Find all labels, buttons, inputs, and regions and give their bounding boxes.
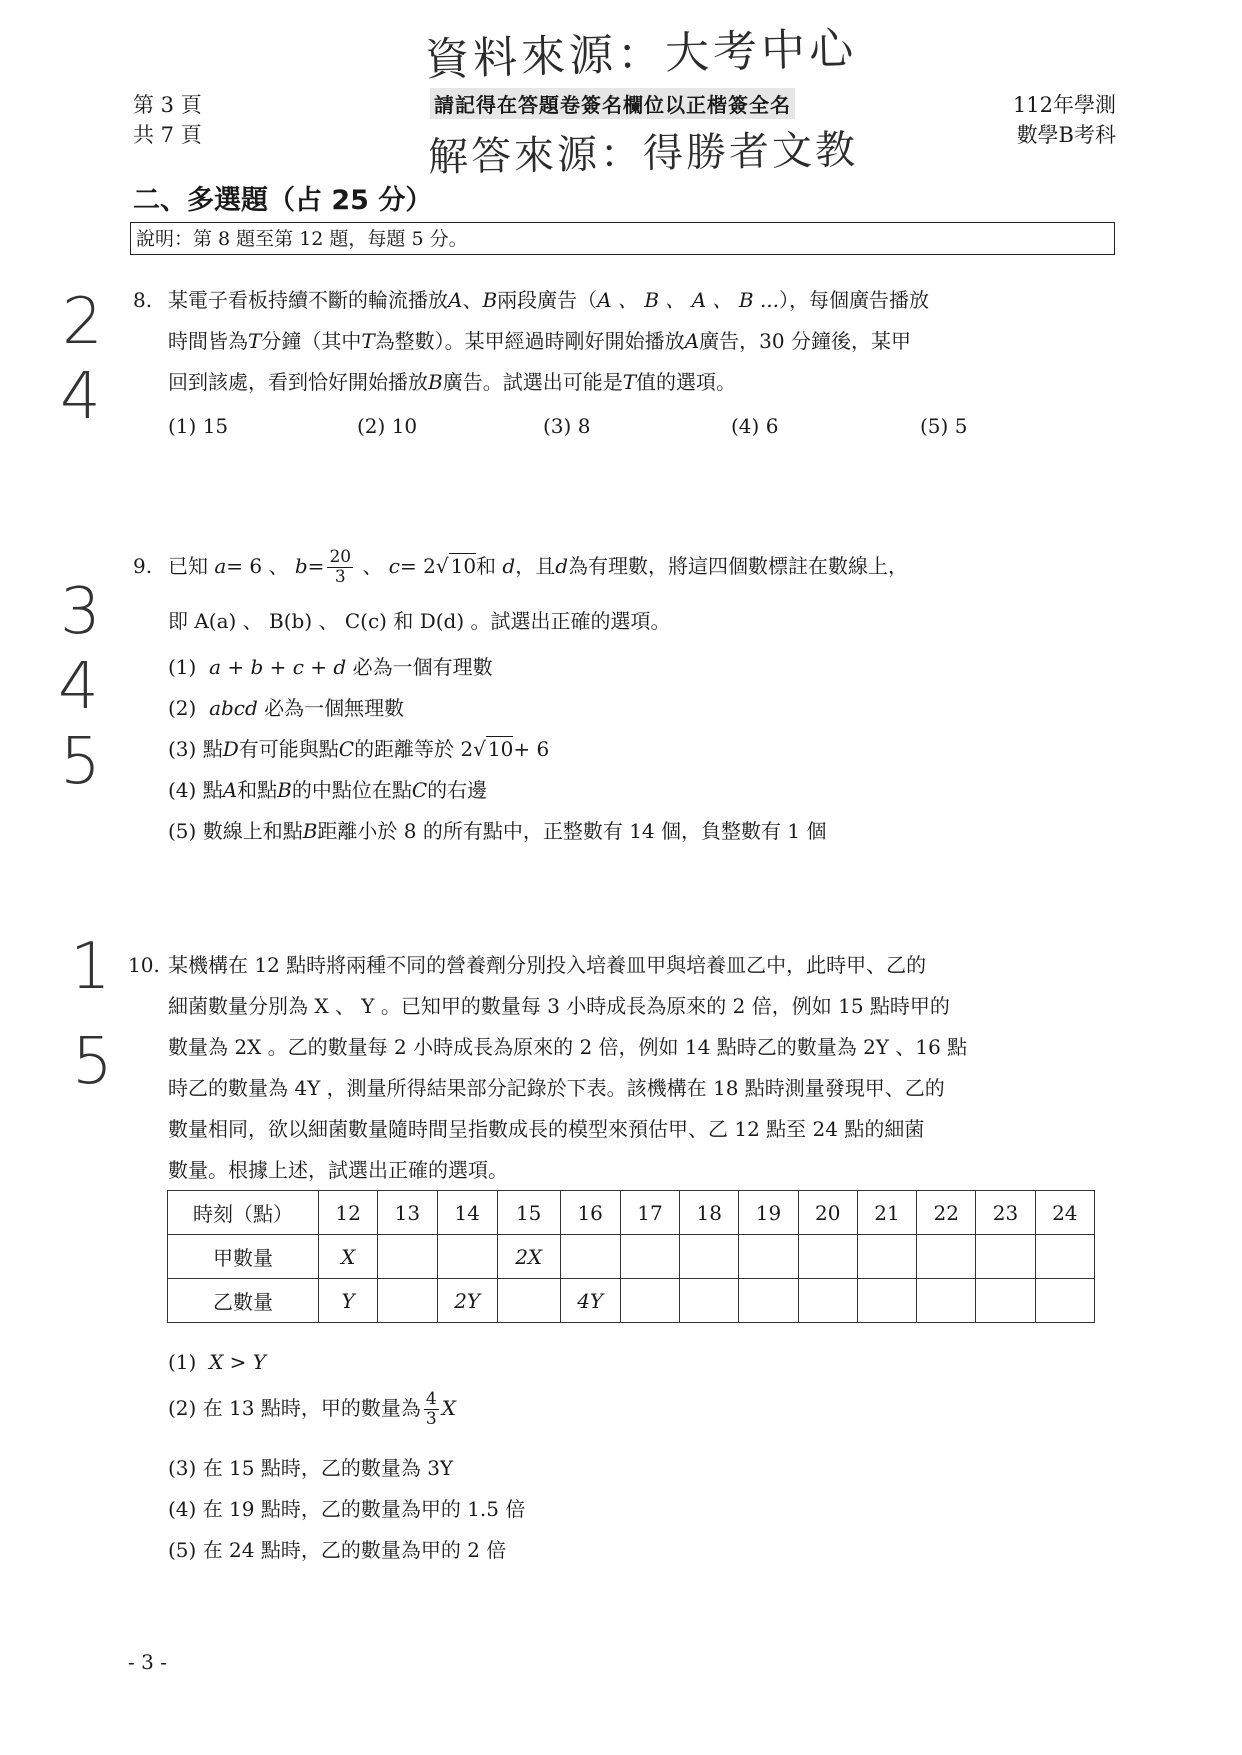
handwritten-answer-q10-2: 5 <box>72 1025 113 1099</box>
q8-var-t: T <box>622 370 637 394</box>
q9-line-2: 即 A(a) 、 B(b) 、 C(c) 和 D(d) 。試選出正確的選項。 <box>168 609 671 633</box>
q9-var-d: d <box>555 554 569 578</box>
q9-equals: = <box>307 554 325 578</box>
q10-line: 數量相同，欲以細菌數量隨時間呈指數成長的模型來預估甲、乙 12 點至 24 點的細菌 <box>168 1117 925 1141</box>
table-hour: 14 <box>437 1191 497 1235</box>
q8-text: 分鐘（其中 <box>261 329 362 353</box>
table-cell <box>857 1235 916 1279</box>
option-number: (1) <box>168 655 197 679</box>
q8-option-4: (4) 6 <box>731 414 779 438</box>
option-var: D <box>222 737 239 761</box>
q10-option-3: (3) 在 15 點時，乙的數量為 3Y <box>168 1456 454 1480</box>
handwritten-answer-source-note: 解答來源：得勝者文教 <box>427 127 859 181</box>
q8-line-2 <box>168 321 1118 362</box>
q9-var-b: b <box>294 554 308 578</box>
table-cell <box>976 1235 1035 1279</box>
table-hour: 17 <box>620 1191 679 1235</box>
q8-var-a: A <box>448 288 463 312</box>
page-indicator <box>133 90 202 150</box>
q8-option-1: (1) 15 <box>168 414 229 438</box>
table-hour: 18 <box>680 1191 739 1235</box>
q8-text: 回到該處，看到恰好開始播放 <box>168 370 428 394</box>
option-text: 在 13 點時，甲的數量為 <box>202 1396 421 1420</box>
option-var: B <box>277 778 292 802</box>
q8-text: 時間皆為 <box>168 329 248 353</box>
table-row <box>168 1191 1095 1235</box>
q8-var-t: T <box>361 329 375 353</box>
q9-a-value: = 6 、 <box>226 554 289 578</box>
q10-option-5: (5) 在 24 點時，乙的數量為甲的 2 倍 <box>168 1538 507 1562</box>
q8-var-b: B <box>428 370 443 394</box>
table-cell <box>798 1235 857 1279</box>
option-text: + 6 <box>513 737 550 761</box>
option-number: (5) <box>168 819 197 843</box>
handwritten-source-note: 資料來源：大考中心 <box>424 23 858 86</box>
q9-text: ，且 <box>515 554 556 578</box>
page-number-line: 第 3 頁 <box>133 93 202 117</box>
q9-option-5 <box>168 811 826 851</box>
table-cell <box>739 1235 798 1279</box>
option-text: 必為一個有理數 <box>352 655 493 679</box>
option-math: a + b + c + d <box>209 655 347 679</box>
q8-option-5: (5) 5 <box>920 414 968 438</box>
table-hour: 16 <box>560 1191 620 1235</box>
sqrt-icon: √ <box>473 737 486 761</box>
option-number: (4) <box>168 778 197 802</box>
q9-option-4 <box>168 770 487 810</box>
q8-text: 某電子看板持續不斷的輪流播放 <box>168 288 448 312</box>
q8-text: 值的選項。 <box>636 370 737 394</box>
q9-var-c: c <box>388 554 400 578</box>
q9-option-1 <box>168 647 493 687</box>
handwritten-answer-q9-2: 4 <box>58 650 99 724</box>
q9-radicand: 10 <box>450 554 477 578</box>
q8-var-b: B <box>482 288 498 312</box>
table-cell: 2Y <box>437 1279 497 1323</box>
q10-option-2 <box>168 1388 456 1429</box>
question-10-text <box>168 945 1123 1191</box>
q9-b-fraction <box>327 548 353 587</box>
page-total-line: 共 7 頁 <box>133 123 202 147</box>
table-cell <box>560 1235 620 1279</box>
q9-var-a: a <box>214 554 227 578</box>
table-cell: 4Y <box>560 1279 620 1323</box>
option-math: abcd <box>209 696 258 720</box>
option-var: B <box>302 819 318 843</box>
option-text: 必為一個無理數 <box>264 696 405 720</box>
option-number: (2) <box>168 1396 197 1420</box>
handwritten-answer-q10-1: 1 <box>70 930 111 1004</box>
option-number: (1) <box>168 1350 197 1374</box>
table-hour: 23 <box>976 1191 1035 1235</box>
q8-line-3 <box>168 362 1118 403</box>
table-cell <box>620 1235 679 1279</box>
bacteria-table <box>167 1190 1095 1323</box>
table-cell <box>739 1279 798 1323</box>
q10-line: 數量。根據上述，試選出正確的選項。 <box>168 1158 508 1182</box>
q10-fraction <box>424 1390 439 1429</box>
table-hour: 13 <box>378 1191 437 1235</box>
q8-text: 廣告。試選出可能是 <box>442 370 623 394</box>
exam-year: 112年學測 <box>1012 93 1116 117</box>
q8-var-a: A <box>684 329 700 353</box>
table-cell <box>378 1235 437 1279</box>
fraction-numerator: 20 <box>329 547 352 567</box>
q9-option-3 <box>168 729 549 769</box>
q8-line-1 <box>168 280 1118 321</box>
instructions-box <box>130 222 1115 255</box>
table-cell <box>620 1279 679 1323</box>
q8-option-3: (3) 8 <box>543 414 591 438</box>
option-text: 的距離等於 2 <box>354 737 474 761</box>
table-cell <box>680 1235 739 1279</box>
table-row-label: 甲數量 <box>168 1235 319 1279</box>
handwritten-answer-q8-1: 2 <box>62 285 103 359</box>
table-cell: Y <box>319 1279 378 1323</box>
fraction-numerator: 4 <box>425 1389 437 1409</box>
table-hour: 21 <box>857 1191 916 1235</box>
table-row <box>168 1279 1095 1323</box>
option-number: (2) <box>168 696 197 720</box>
option-text: 點 <box>202 778 223 802</box>
option-radicand: 10 <box>487 737 514 761</box>
option-number: (3) <box>168 737 197 761</box>
option-text: 有可能與點 <box>238 737 339 761</box>
handwritten-answer-q9-1: 3 <box>60 575 101 649</box>
question-10-number: 10. <box>128 953 160 977</box>
q9-option-2 <box>168 688 404 728</box>
q9-c-value: = 2 <box>400 554 436 578</box>
table-hour: 24 <box>1035 1191 1094 1235</box>
q9-sep: 、 <box>362 554 383 578</box>
table-cell <box>1035 1279 1094 1323</box>
option-math: X > Y <box>209 1350 266 1374</box>
q8-var-t: T <box>248 329 262 353</box>
q8-text: 為整數）。某甲經過時剛好開始播放 <box>374 329 685 353</box>
q9-text: 已知 <box>168 554 208 578</box>
table-cell <box>680 1279 739 1323</box>
question-8-text <box>168 280 1118 403</box>
table-cell: 2X <box>497 1235 560 1279</box>
section-title: 二、多選題（占 25 分） <box>133 185 433 216</box>
q8-text: 兩段廣告（ <box>497 288 598 312</box>
option-text: 點 <box>202 737 223 761</box>
question-8-number: 8. <box>133 288 153 312</box>
table-hour: 19 <box>739 1191 798 1235</box>
sqrt-icon: √ <box>435 554 449 578</box>
instructions-text: 說明：第 8 題至第 12 題，每題 5 分。 <box>136 228 468 250</box>
table-cell <box>917 1279 976 1323</box>
table-row <box>168 1235 1095 1279</box>
option-text: 數線上和點 <box>202 819 303 843</box>
q10-option-4: (4) 在 19 點時，乙的數量為甲的 1.5 倍 <box>168 1497 526 1521</box>
table-cell <box>1035 1235 1094 1279</box>
q9-text: 為有理數，將這四個數標註在數線上， <box>568 554 909 578</box>
option-var: A <box>222 778 238 802</box>
fraction-denominator: 3 <box>334 567 346 587</box>
table-cell <box>798 1279 857 1323</box>
table-cell: X <box>319 1235 378 1279</box>
option-text: 的中點位在點 <box>291 778 412 802</box>
q9-text: 和 <box>476 554 497 578</box>
option-var: X <box>441 1396 456 1420</box>
q8-text: 廣告，30 分鐘後，某甲 <box>699 329 911 353</box>
q9-line-1 <box>168 546 1118 587</box>
q8-sep: 、 <box>462 288 483 312</box>
table-hour: 22 <box>917 1191 976 1235</box>
table-cell <box>378 1279 437 1323</box>
option-var: C <box>411 778 428 802</box>
q10-line: 細菌數量分別為 X 、 Y 。已知甲的數量每 3 小時成長為原來的 2 倍，例如 15 點時甲的 <box>168 994 950 1018</box>
q8-sequence: A 、 B 、 A 、 B ... <box>597 288 780 312</box>
handwritten-answer-q9-3: 5 <box>60 725 101 799</box>
option-var: C <box>338 737 355 761</box>
q10-line: 數量為 2X 。乙的數量每 2 小時成長為原來的 2 倍，例如 14 點時乙的數量為 2Y 、16 點 <box>168 1035 968 1059</box>
table-cell <box>917 1235 976 1279</box>
option-text: 和點 <box>237 778 278 802</box>
table-cell <box>857 1279 916 1323</box>
table-hour: 15 <box>497 1191 560 1235</box>
table-row-label: 乙數量 <box>168 1279 319 1323</box>
q10-line: 某機構在 12 點時將兩種不同的營養劑分別投入培養皿甲與培養皿乙中，此時甲、乙的 <box>168 953 927 977</box>
signature-reminder: 請記得在答題卷簽名欄位以正楷簽全名 <box>430 88 795 119</box>
q8-text: ），每個廣告播放 <box>779 288 930 312</box>
table-header-label: 時刻（點） <box>168 1191 319 1235</box>
table-cell <box>497 1279 560 1323</box>
option-text: 的右邊 <box>427 778 488 802</box>
question-9-number: 9. <box>133 554 153 578</box>
fraction-denominator: 3 <box>425 1409 437 1429</box>
table-cell <box>976 1279 1035 1323</box>
exam-subject: 數學B考科 <box>1016 123 1116 147</box>
q10-line: 時乙的數量為 4Y ，測量所得結果部分記錄於下表。該機構在 18 點時測量發現甲、乙的 <box>168 1076 945 1100</box>
option-text: 距離小於 8 的所有點中，正整數有 14 個，負整數有 1 個 <box>317 819 827 843</box>
footer-page-number: - 3 - <box>128 1650 167 1674</box>
handwritten-answer-q8-2: 4 <box>60 360 101 434</box>
exam-info <box>1010 90 1116 150</box>
table-cell <box>437 1235 497 1279</box>
table-hour: 20 <box>798 1191 857 1235</box>
q9-var-d: d <box>502 554 516 578</box>
table-hour: 12 <box>319 1191 378 1235</box>
q8-option-2: (2) 10 <box>357 414 418 438</box>
q10-option-1 <box>168 1342 266 1382</box>
